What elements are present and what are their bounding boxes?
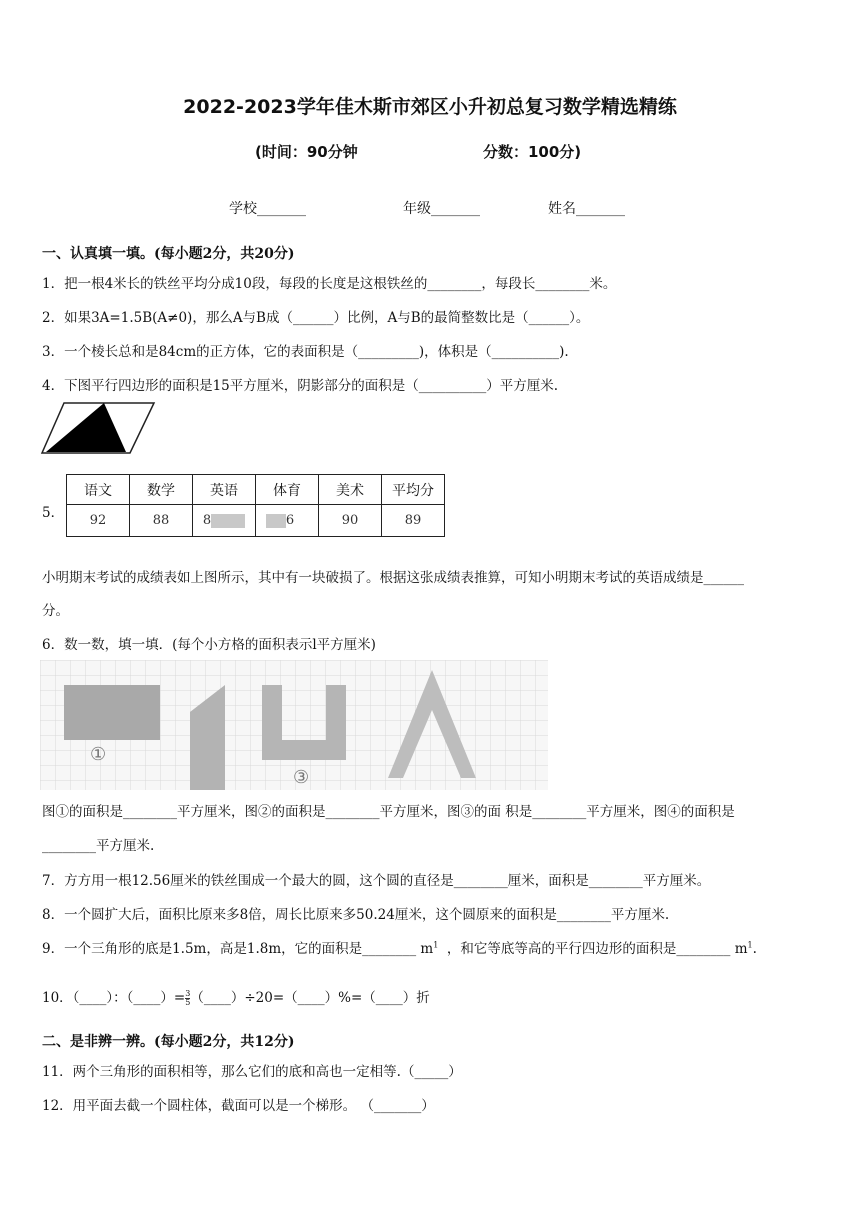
table-header-cell: 语文 [67, 475, 130, 505]
question-5-text-cont: 分。 [42, 603, 69, 619]
question-10-part-b: （____）÷20=（____）%=（____）折 [190, 990, 430, 1006]
shape-label: ① [90, 744, 107, 765]
question-9-end: . [752, 941, 757, 957]
question-6: 6．数一数，填一填．(每个小方格的面积表示l平方厘米) [42, 637, 376, 653]
question-6-answer-line: 图①的面积是________平方厘米，图②的面积是________平方厘米，图③的面 积是________平方厘米，图④的面积是 [42, 804, 735, 820]
score-table [66, 474, 445, 537]
table-cell: 89 [382, 505, 445, 537]
question-8: 8．一个圆扩大后，面积比原来多8倍，周长比原来多50.24厘米，这个圆原来的面积是________平方厘米. [42, 907, 670, 923]
grid-figure [40, 660, 548, 790]
question-7: 7．方方用一根12.56厘米的铁丝围成一个最大的圆，这个圆的直径是________厘米，面积是________平方厘米。 [42, 873, 711, 889]
question-9-part-a: 9．一个三角形的底是1.5m，高是1.8m，它的面积是________ m [42, 941, 434, 957]
table-cell: 92 [67, 505, 130, 537]
table-header-cell: 体育 [256, 475, 319, 505]
table-cell: 88 [130, 505, 193, 537]
table-header-cell: 英语 [193, 475, 256, 505]
question-10 [42, 986, 430, 1007]
question-4: 4．下图平行四边形的面积是15平方厘米，阴影部分的面积是（__________）平方厘米. [42, 378, 559, 394]
parallelogram-figure [40, 400, 158, 458]
table-header-cell: 平均分 [382, 475, 445, 505]
fraction-denominator: 5 [185, 998, 191, 1007]
table-cell: 90 [319, 505, 382, 537]
question-9-part-b: ，和它等底等高的平行四边形的面积是________ m [446, 941, 748, 957]
table-header-cell: 美术 [319, 475, 382, 505]
question-3: 3．一个棱长总和是84cm的正方体，它的表面积是（_________)，体积是（__________). [42, 344, 569, 360]
question-9 [42, 937, 757, 957]
page-title: 2022-2023学年佳木斯市郊区小升初总复习数学精选精练 [183, 96, 677, 118]
school-field: 学校_______ [229, 201, 306, 217]
score-table-wrapper [66, 474, 445, 537]
time-limit: (时间：90分钟 [255, 143, 358, 161]
name-field: 姓名_______ [548, 201, 625, 217]
question-11: 11．两个三角形的面积相等，那么它们的底和高也一定相等.（_____） [42, 1064, 462, 1080]
table-cell-english [193, 505, 256, 537]
total-score: 分数：100分) [483, 143, 582, 161]
english-score-partial: 8 [202, 513, 212, 528]
question-1: 1．把一根4米长的铁丝平均分成10段，每段的长度是这根铁丝的________，每段长________米。 [42, 276, 617, 292]
question-12: 12．用平面去截一个圆柱体，截面可以是一个梯形。 （_______） [42, 1098, 435, 1114]
section-1-heading: 一、认真填一填。(每小题2分，共20分) [42, 246, 295, 262]
question-6-answer-line-cont: ________平方厘米. [42, 838, 155, 854]
score-table-header-row [67, 475, 445, 505]
table-cell-pe [256, 505, 319, 537]
score-table-value-row [67, 505, 445, 537]
grade-field: 年级_______ [403, 201, 480, 217]
pe-score-partial: 6 [285, 513, 295, 528]
shape-label: ③ [293, 767, 310, 788]
section-2-heading: 二、是非辨一辨。(每小题2分，共12分) [42, 1034, 295, 1050]
unit-superscript: 1 [433, 940, 439, 950]
torn-patch [211, 514, 245, 528]
question-5-number: 5． [42, 505, 65, 521]
table-header-cell: 数学 [130, 475, 193, 505]
grid-figure-svg [40, 660, 548, 790]
question-2: 2．如果3A=1.5B(A≠0)，那么A与B成（______）比例，A与B的最简整数比是（______）。 [42, 310, 590, 326]
torn-patch [266, 514, 286, 528]
unit-superscript: 1 [747, 940, 753, 950]
question-5-text: 小明期末考试的成绩表如上图所示，其中有一块破损了。根据这张成绩表推算，可知小明期末考试的英语成绩是______ [42, 570, 744, 586]
shape-1-rectangle [64, 685, 160, 740]
fraction-numerator: 3 [185, 989, 191, 998]
question-10-part-a: 10．（____）：（____）= [42, 990, 186, 1006]
